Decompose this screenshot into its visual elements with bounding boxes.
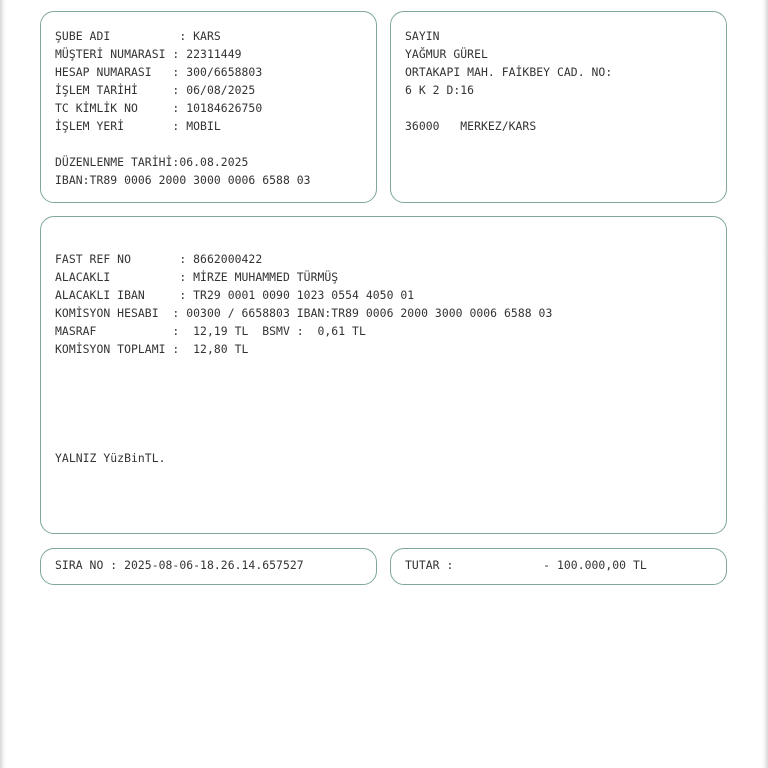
fee-line: MASRAF : 12,19 TL BSMV : 0,61 TL bbox=[55, 324, 366, 338]
customer-number-line: MÜŞTERİ NUMARASI : 22311449 bbox=[55, 47, 242, 61]
account-info-box bbox=[40, 11, 377, 203]
page-edge-left bbox=[0, 0, 6, 768]
issue-date-line: DÜZENLENME TARİHİ:06.08.2025 bbox=[55, 155, 249, 169]
page-edge-right bbox=[762, 0, 768, 768]
tc-id-line: TC KİMLİK NO : 10184626750 bbox=[55, 101, 263, 115]
address-line-2: 6 K 2 D:16 bbox=[405, 83, 475, 97]
recipient-iban-line: ALACAKLI IBAN : TR29 0001 0090 1023 0554 4050 01 bbox=[55, 288, 415, 302]
total-box bbox=[390, 548, 727, 585]
transaction-details-box bbox=[40, 216, 727, 534]
commission-account-line: KOMİSYON HESABI : 00300 / 6658803 IBAN:TR89 0006 2000 3000 0006 6588 03 bbox=[55, 306, 553, 320]
recipient-line: ALACAKLI : MİRZE MUHAMMED TÜRMÜŞ bbox=[55, 270, 339, 284]
address-line-1: ORTAKAPI MAH. FAİKBEY CAD. NO: bbox=[405, 65, 613, 79]
branch-name-line: ŞUBE ADI : KARS bbox=[55, 29, 221, 43]
transaction-place-line: İŞLEM YERİ : MOBIL bbox=[55, 119, 221, 133]
amount-in-words: YALNIZ YüzBinTL. bbox=[55, 451, 166, 465]
account-number-line: HESAP NUMARASI : 300/6658803 bbox=[55, 65, 263, 79]
postal-city-line: 36000 MERKEZ/KARS bbox=[405, 119, 537, 133]
addressee-name: YAĞMUR GÜREL bbox=[405, 47, 488, 61]
account-iban-line: IBAN:TR89 0006 2000 3000 0006 6588 03 bbox=[55, 173, 311, 187]
salutation: SAYIN bbox=[405, 29, 440, 43]
transaction-date-line: İŞLEM TARİHİ : 06/08/2025 bbox=[55, 83, 256, 97]
total-amount: TUTAR : - 100.000,00 TL bbox=[405, 558, 647, 572]
sequence-number: SIRA NO : 2025-08-06-18.26.14.657527 bbox=[55, 558, 304, 572]
addressee-box bbox=[390, 11, 727, 203]
sequence-box bbox=[40, 548, 377, 585]
fast-ref-line: FAST REF NO : 8662000422 bbox=[55, 252, 263, 266]
commission-total-line: KOMİSYON TOPLAMI : 12,80 TL bbox=[55, 342, 249, 356]
